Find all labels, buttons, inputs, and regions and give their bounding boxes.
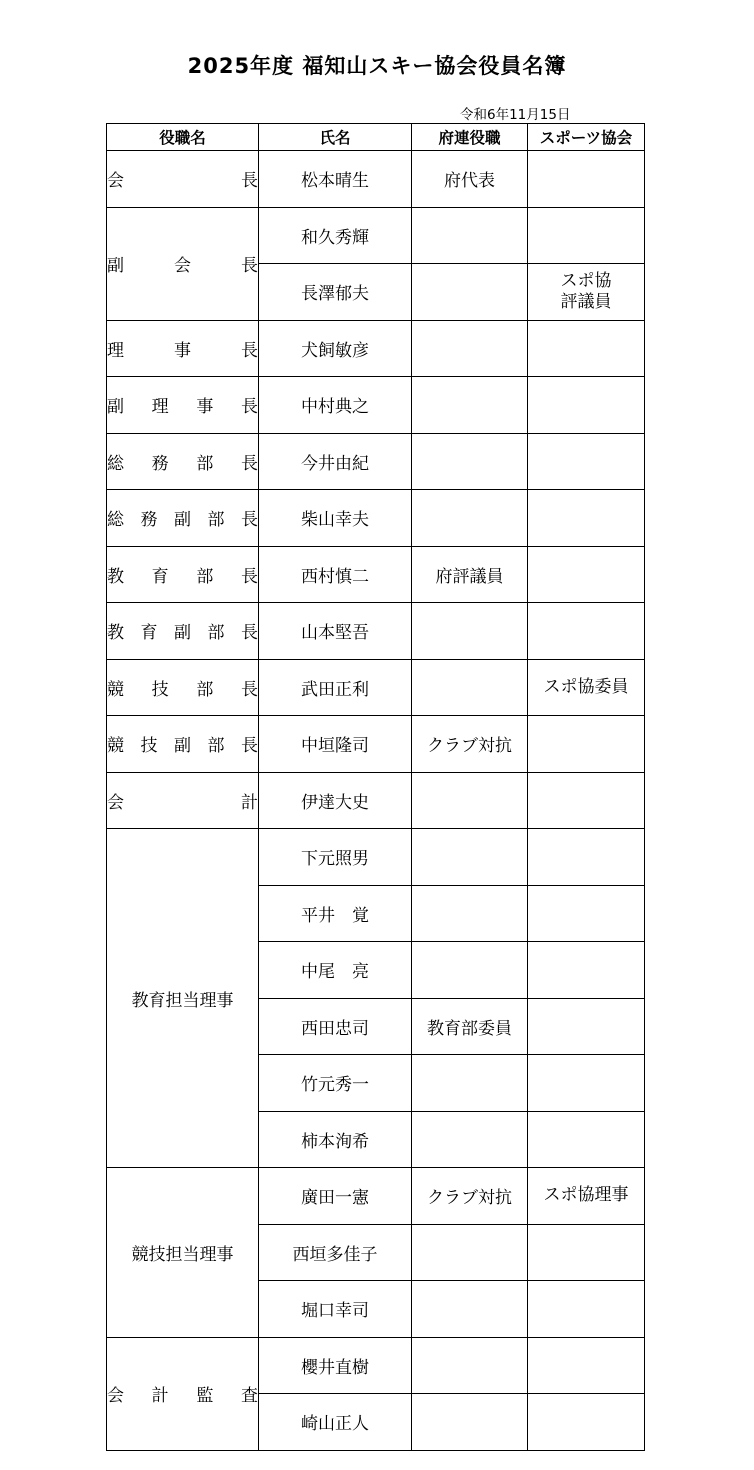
sports-role-cell xyxy=(528,942,645,999)
role-char: 長 xyxy=(240,397,258,418)
name-cell: 今井由紀 xyxy=(259,433,412,490)
role-cell xyxy=(107,320,259,377)
role-char: 長 xyxy=(241,256,258,276)
name-cell: 柴山幸夫 xyxy=(259,490,412,547)
sports-role-cell xyxy=(528,1224,645,1281)
name-cell: 廣田一憲 xyxy=(259,1168,412,1225)
role-char: 教 xyxy=(107,566,124,587)
role-cell xyxy=(107,1337,259,1450)
role-char: 長 xyxy=(241,340,258,361)
name-cell: 堀口幸司 xyxy=(259,1281,412,1338)
sports-role-cell xyxy=(528,546,645,603)
role-char: 長 xyxy=(241,171,258,192)
pref-role-cell xyxy=(412,659,528,716)
pref-role-cell xyxy=(412,1337,528,1394)
table-row xyxy=(107,377,645,434)
table-row xyxy=(107,151,645,208)
role-char: 計 xyxy=(151,1386,169,1406)
role-char: 事 xyxy=(196,397,214,418)
pref-role-cell xyxy=(412,1281,528,1338)
name-cell: 竹元秀一 xyxy=(259,1055,412,1112)
role-cell xyxy=(107,659,259,716)
sports-role-cell xyxy=(528,829,645,886)
role-char: 理 xyxy=(151,397,169,418)
table-row xyxy=(107,320,645,377)
name-cell: 西村慎二 xyxy=(259,546,412,603)
pref-role-cell xyxy=(412,1055,528,1112)
table-row xyxy=(107,603,645,660)
sports-role-cell xyxy=(528,1394,645,1451)
role-char: 会 xyxy=(107,1386,124,1406)
name-cell: 西田忠司 xyxy=(259,998,412,1055)
pref-role-cell xyxy=(412,320,528,377)
pref-role-cell: クラブ対抗 xyxy=(412,1168,528,1225)
sports-role-cell xyxy=(528,716,645,773)
role-char: 教 xyxy=(107,623,124,644)
sports-role-cell xyxy=(528,207,645,264)
role-cell xyxy=(107,377,259,434)
role-cell xyxy=(107,603,259,660)
role-cell xyxy=(107,716,259,773)
name-cell: 武田正利 xyxy=(259,659,412,716)
name-cell: 和久秀輝 xyxy=(259,207,412,264)
header-name: 氏名 xyxy=(259,124,412,151)
name-cell: 伊達大史 xyxy=(259,772,412,829)
name-cell: 犬飼敏彦 xyxy=(259,320,412,377)
name-cell: 櫻井直樹 xyxy=(259,1337,412,1394)
header-role: 役職名 xyxy=(107,124,259,151)
role-char: 会 xyxy=(107,792,124,813)
sports-role-cell xyxy=(528,885,645,942)
role-char: 務 xyxy=(151,453,169,474)
role-char: 副 xyxy=(174,623,191,644)
pref-role-cell xyxy=(412,829,528,886)
name-cell: 平井 覚 xyxy=(259,885,412,942)
table-row xyxy=(107,716,645,773)
role-char: 長 xyxy=(240,679,258,700)
sports-role-cell xyxy=(528,1111,645,1168)
role-char: 総 xyxy=(107,510,124,531)
table-row xyxy=(107,659,645,716)
name-cell: 崎山正人 xyxy=(259,1394,412,1451)
sports-role-cell xyxy=(528,151,645,208)
pref-role-cell xyxy=(412,264,528,321)
table-row xyxy=(107,1168,645,1225)
role-char: 監 xyxy=(196,1386,214,1406)
pref-role-cell xyxy=(412,603,528,660)
role-char: 部 xyxy=(196,679,214,700)
sports-role-cell: スポ協 評議員 xyxy=(528,264,645,321)
role-char: 長 xyxy=(241,510,258,531)
role-char: 理 xyxy=(107,340,124,361)
role-char: 技 xyxy=(140,736,158,757)
pref-role-cell xyxy=(412,942,528,999)
sports-role-cell xyxy=(528,490,645,547)
role-cell xyxy=(107,207,259,320)
role-char: 副 xyxy=(107,397,124,418)
role-char: 部 xyxy=(207,510,225,531)
name-cell: 山本堅吾 xyxy=(259,603,412,660)
pref-role-cell xyxy=(412,433,528,490)
role-cell xyxy=(107,772,259,829)
document-date: 令和6年11月15日 xyxy=(460,107,571,123)
table-row xyxy=(107,772,645,829)
sports-role-cell xyxy=(528,1055,645,1112)
table-header-row xyxy=(107,124,645,151)
sports-role-cell xyxy=(528,772,645,829)
role-char: 部 xyxy=(196,566,214,587)
name-cell: 長澤郁夫 xyxy=(259,264,412,321)
pref-role-cell: 府代表 xyxy=(412,151,528,208)
role-char: 長 xyxy=(240,453,258,474)
table-row xyxy=(107,433,645,490)
role-char: 計 xyxy=(241,792,258,813)
role-char: 競 xyxy=(107,736,124,757)
role-char: 副 xyxy=(174,736,191,757)
pref-role-cell xyxy=(412,1224,528,1281)
role-char: 長 xyxy=(240,566,258,587)
role-char: 会 xyxy=(107,171,124,192)
pref-role-cell: クラブ対抗 xyxy=(412,716,528,773)
sports-role-cell: スポ協委員 xyxy=(528,659,645,716)
sports-role-cell xyxy=(528,433,645,490)
role-char: 長 xyxy=(241,623,258,644)
role-char: 総 xyxy=(107,453,124,474)
pref-role-cell xyxy=(412,772,528,829)
name-cell: 西垣多佳子 xyxy=(259,1224,412,1281)
roster-body xyxy=(107,151,645,1451)
page-title: 2025年度 福知山スキー協会役員名簿 xyxy=(187,54,567,78)
role-char: 務 xyxy=(140,510,158,531)
name-cell: 下元照男 xyxy=(259,829,412,886)
name-cell: 中村典之 xyxy=(259,377,412,434)
role-char: 技 xyxy=(151,679,169,700)
role-char: 長 xyxy=(241,736,258,757)
pref-role-cell xyxy=(412,1111,528,1168)
role-char: 部 xyxy=(207,736,225,757)
role-cell: 競技担当理事 xyxy=(107,1168,259,1338)
table-row xyxy=(107,490,645,547)
pref-role-cell: 教育部委員 xyxy=(412,998,528,1055)
table-row xyxy=(107,546,645,603)
role-cell xyxy=(107,490,259,547)
role-char: 事 xyxy=(174,340,191,361)
role-char: 副 xyxy=(107,256,124,276)
sports-role-cell xyxy=(528,603,645,660)
pref-role-cell xyxy=(412,885,528,942)
header-sports-role: スポーツ協会 xyxy=(528,124,645,151)
pref-role-cell xyxy=(412,207,528,264)
pref-role-cell xyxy=(412,490,528,547)
name-cell: 松本晴生 xyxy=(259,151,412,208)
role-char: 育 xyxy=(151,566,169,587)
table-row xyxy=(107,207,645,264)
name-cell: 中垣隆司 xyxy=(259,716,412,773)
header-pref-role: 府連役職 xyxy=(412,124,528,151)
sports-role-cell: スポ協理事 xyxy=(528,1168,645,1225)
role-char: 会 xyxy=(174,256,191,276)
sports-role-cell xyxy=(528,1281,645,1338)
role-char: 競 xyxy=(107,679,124,700)
pref-role-cell xyxy=(412,377,528,434)
role-cell xyxy=(107,433,259,490)
cut-off-footer-text xyxy=(106,1460,644,1470)
table-row xyxy=(107,1337,645,1394)
role-char: 部 xyxy=(207,623,225,644)
role-char: 副 xyxy=(174,510,191,531)
role-cell xyxy=(107,546,259,603)
pref-role-cell xyxy=(412,1394,528,1451)
name-cell: 中尾 亮 xyxy=(259,942,412,999)
sports-role-cell xyxy=(528,998,645,1055)
table-row xyxy=(107,829,645,886)
role-char: 査 xyxy=(240,1386,258,1406)
role-char: 育 xyxy=(140,623,158,644)
sports-role-cell xyxy=(528,320,645,377)
pref-role-cell: 府評議員 xyxy=(412,546,528,603)
role-cell: 教育担当理事 xyxy=(107,829,259,1168)
role-char: 部 xyxy=(196,453,214,474)
role-cell xyxy=(107,151,259,208)
name-cell: 柿本洵希 xyxy=(259,1111,412,1168)
officer-roster-table xyxy=(106,123,645,1451)
sports-role-cell xyxy=(528,1337,645,1394)
sports-role-cell xyxy=(528,377,645,434)
